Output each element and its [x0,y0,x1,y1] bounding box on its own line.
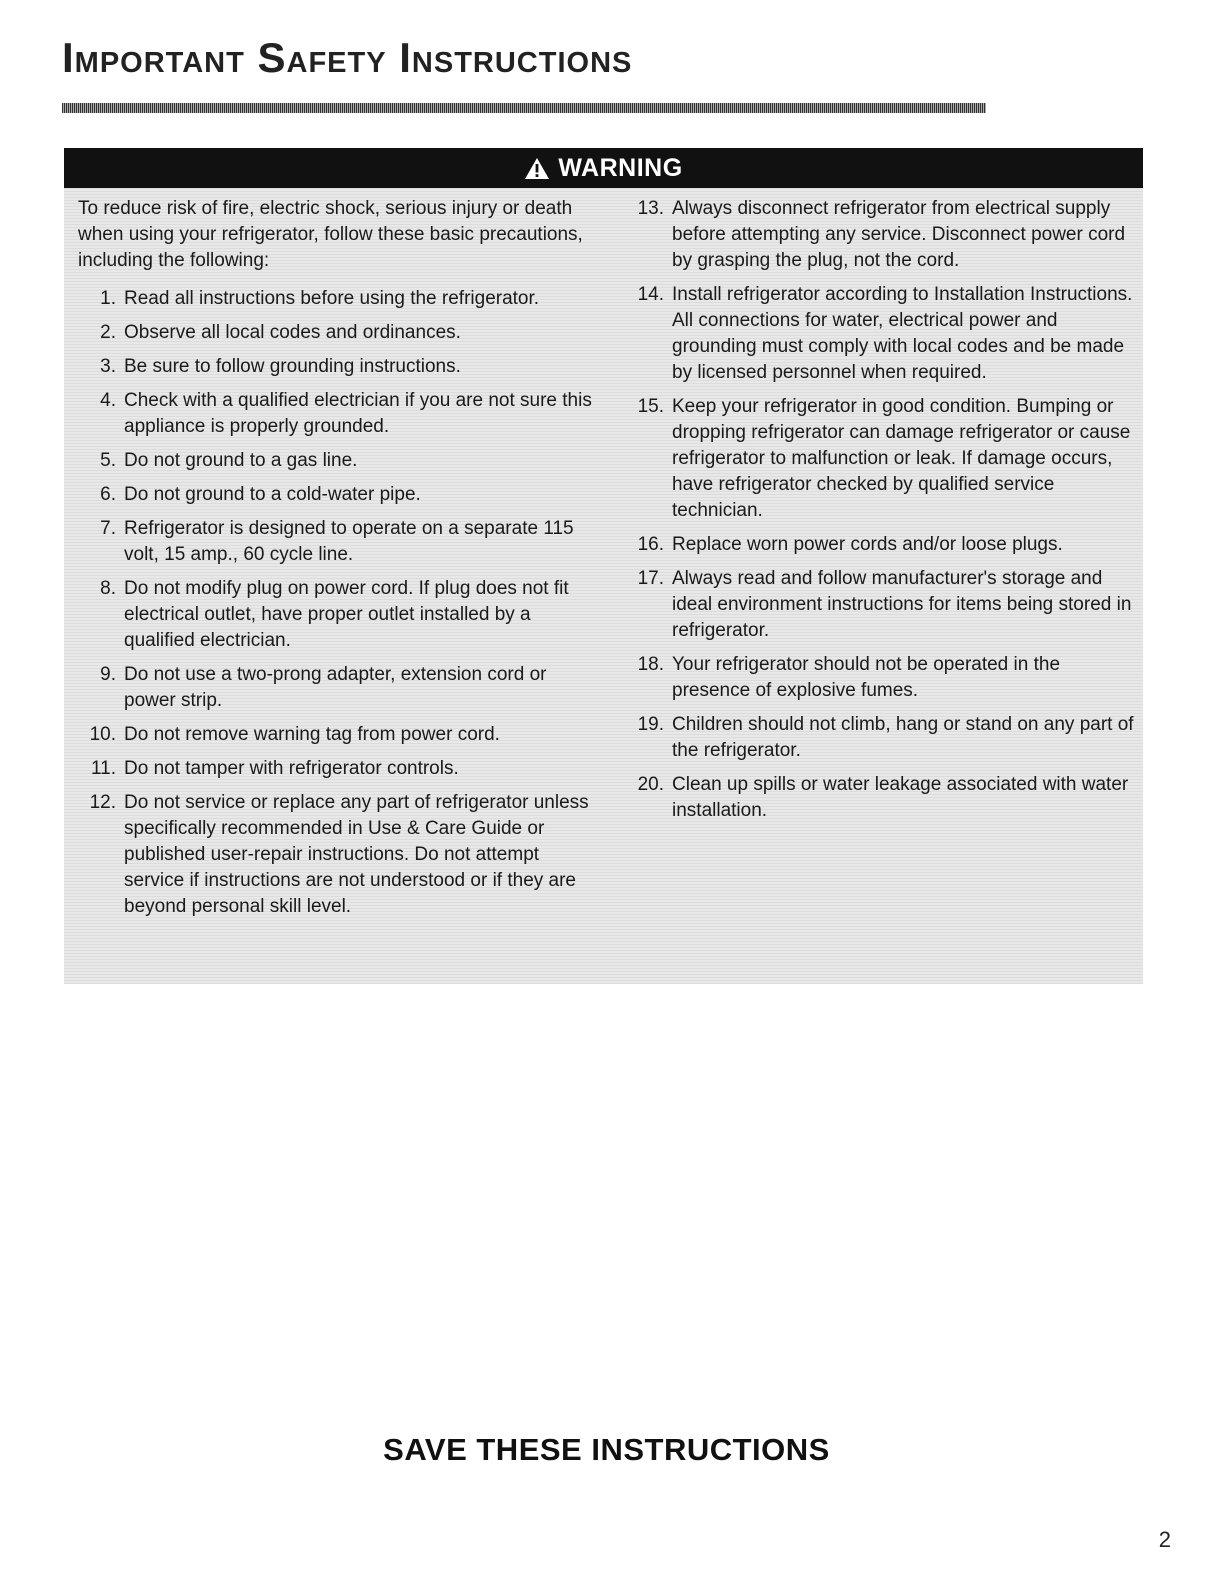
instruction-number: 5. [100,450,116,471]
left-instruction-list [78,286,598,920]
warning-triangle-icon [524,157,550,180]
instruction-item [628,712,1138,764]
instruction-item [628,652,1138,704]
instruction-text: Do not use a two-prong adapter, extension cord or power strip. [124,664,547,711]
warning-left-column [78,196,598,928]
instruction-number: 20. [637,774,664,795]
instruction-number: 3. [100,356,116,377]
instruction-item [628,532,1138,558]
instruction-text: Always read and follow manufacturer's storage and ideal environment instructions for items being stored in refrigerator. [672,568,1132,641]
instruction-item [628,394,1138,524]
instruction-item [78,448,598,474]
instruction-item [78,482,598,508]
instruction-text: Observe all local codes and ordinances. [124,322,461,343]
instruction-text: Do not ground to a gas line. [124,450,358,471]
title-rule [62,103,986,113]
instruction-text: Replace worn power cords and/or loose plugs. [672,534,1063,555]
warning-right-column [628,196,1138,832]
instruction-text: Keep your refrigerator in good condition. Bumping or dropping refrigerator can damage refrigerator or cause refrigerator to malfunction or leak. If damage occurs, have refrigerator checked by qualified service technician. [672,396,1131,521]
instruction-item [78,756,598,782]
instruction-text: Refrigerator is designed to operate on a separate 115 volt, 15 amp., 60 cycle line. [124,518,574,565]
instruction-item [78,354,598,380]
instruction-item [78,320,598,346]
instruction-number: 7. [100,518,116,539]
instruction-number: 6. [100,484,116,505]
warning-banner [64,148,1143,188]
warning-intro: To reduce risk of fire, electric shock, serious injury or death when using your refrigerator, follow these basic precautions, including the following: [78,198,583,271]
instruction-text: Do not service or replace any part of refrigerator unless specifically recommended in Use & Care Guide or published user-repair instructions. Do not attempt service if instructions are not understood or if they are beyond personal skill level. [124,792,589,917]
page-title: Important Safety Instructions [62,34,633,81]
instruction-item [78,790,598,920]
instruction-number: 8. [100,578,116,599]
instruction-number: 16. [637,534,664,555]
instruction-text: Check with a qualified electrician if you are not sure this appliance is properly grounded. [124,390,592,437]
instruction-text: Read all instructions before using the refrigerator. [124,288,540,309]
page-number: 2 [1158,1527,1171,1552]
instruction-text: Do not modify plug on power cord. If plug does not fit electrical outlet, have proper outlet installed by a qualified electrician. [124,578,569,651]
instruction-item [78,286,598,312]
instruction-item [78,388,598,440]
instruction-number: 2. [100,322,116,343]
instruction-number: 12. [89,792,116,813]
instruction-number: 9. [100,664,116,685]
warning-label: WARNING [558,153,683,182]
instruction-text: Your refrigerator should not be operated in the presence of explosive fumes. [672,654,1061,701]
instruction-number: 19. [637,714,664,735]
instruction-number: 14. [637,284,664,305]
instruction-item [78,662,598,714]
instruction-text: Children should not climb, hang or stand on any part of the refrigerator. [672,714,1134,761]
instruction-number: 17. [637,568,664,589]
instruction-item [628,566,1138,644]
warning-box [64,148,1143,984]
instruction-item [628,282,1138,386]
instruction-item [78,576,598,654]
instruction-number: 1. [100,288,116,309]
right-instruction-list [628,196,1138,824]
instruction-text: Do not ground to a cold-water pipe. [124,484,421,505]
instruction-number: 4. [100,390,116,411]
instruction-text: Always disconnect refrigerator from electrical supply before attempting any service. Disconnect power cord by grasping the plug, not the cord. [672,198,1126,271]
instruction-item [628,196,1138,274]
instruction-number: 18. [637,654,664,675]
instruction-number: 15. [637,396,664,417]
instruction-item [78,516,598,568]
instruction-number: 11. [90,758,116,779]
warning-columns [64,196,1143,984]
instruction-text: Be sure to follow grounding instructions. [124,356,461,377]
save-instructions-heading: SAVE THESE INSTRUCTIONS [383,1432,830,1467]
instruction-text: Do not remove warning tag from power cord. [124,724,500,745]
instruction-item [78,722,598,748]
instruction-number: 13. [637,198,664,219]
instruction-text: Do not tamper with refrigerator controls. [124,758,459,779]
instruction-number: 10. [89,724,116,745]
instruction-text: Clean up spills or water leakage associated with water installation. [672,774,1129,821]
instruction-text: Install refrigerator according to Installation Instructions. All connections for water, electrical power and grounding must comply with local codes and be made by licensed personnel when required. [672,284,1133,383]
instruction-item [628,772,1138,824]
